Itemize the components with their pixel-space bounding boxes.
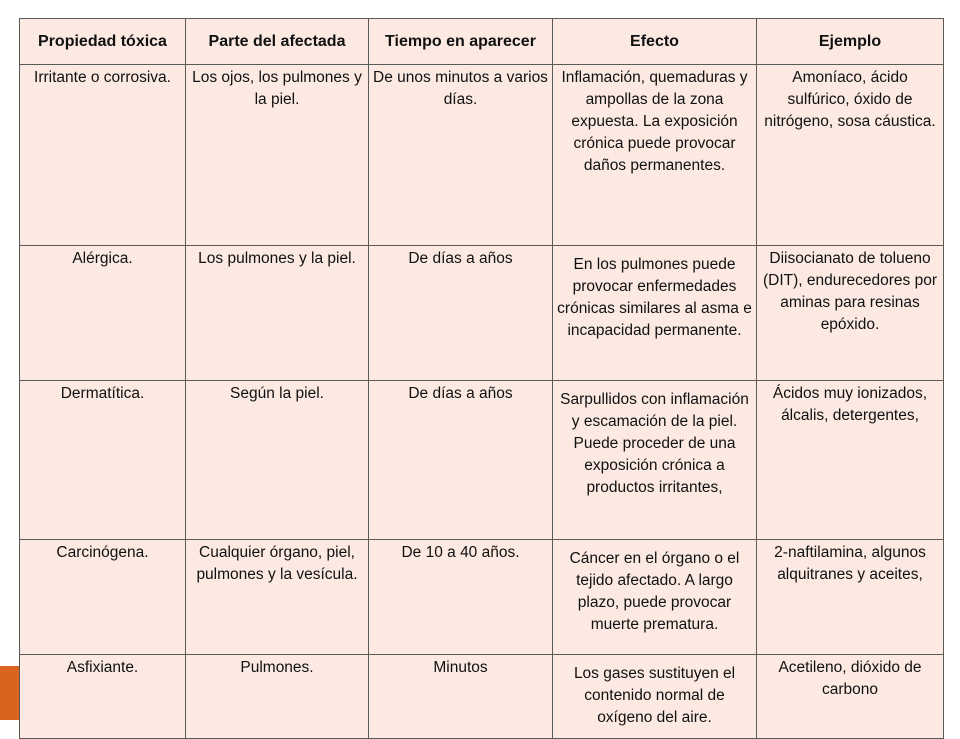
cell-tiempo: De días a años [369,381,553,540]
cell-efecto: Inflamación, quemaduras y ampollas de la zona expuesta. La exposición crónica puede provocar daños permanentes. [553,65,757,246]
cell-parte: Los pulmones y la piel. [186,246,369,381]
cell-parte: Los ojos, los pulmones y la piel. [186,65,369,246]
header-row [20,19,944,65]
cell-ejemplo: 2-naftilamina, algunos alquitranes y aceites, [757,540,944,655]
cell-tiempo: Minutos [369,655,553,739]
header-ejemplo: Ejemplo [757,19,944,65]
table-row [20,540,944,655]
cell-propiedad: Dermatítica. [20,381,186,540]
accent-bar [0,666,20,720]
header-parte: Parte del afectada [186,19,369,65]
header-efecto: Efecto [553,19,757,65]
toxic-properties-table [19,18,944,739]
toxic-properties-table-container [19,18,943,726]
table-row [20,65,944,246]
table-row [20,655,944,739]
cell-efecto: Los gases sustituyen el contenido normal de oxígeno del aire. [553,655,757,739]
header-propiedad: Propiedad tóxica [20,19,186,65]
cell-efecto: En los pulmones puede provocar enfermedades crónicas similares al asma e incapacidad permanente. [553,246,757,381]
cell-propiedad: Alérgica. [20,246,186,381]
cell-tiempo: De 10 a 40 años. [369,540,553,655]
table-row [20,246,944,381]
cell-parte: Según la piel. [186,381,369,540]
cell-efecto: Cáncer en el órgano o el tejido afectado. A largo plazo, puede provocar muerte prematura. [553,540,757,655]
cell-tiempo: De días a años [369,246,553,381]
cell-propiedad: Asfixiante. [20,655,186,739]
cell-ejemplo: Acetileno, dióxido de carbono [757,655,944,739]
cell-parte: Pulmones. [186,655,369,739]
cell-ejemplo: Ácidos muy ionizados, álcalis, detergentes, [757,381,944,540]
cell-ejemplo: Amoníaco, ácido sulfúrico, óxido de nitrógeno, sosa cáustica. [757,65,944,246]
cell-propiedad: Irritante o corrosiva. [20,65,186,246]
cell-efecto: Sarpullidos con inflamación y escamación de la piel. Puede proceder de una exposición crónica a productos irritantes, [553,381,757,540]
cell-ejemplo: Diisocianato de tolueno (DIT), endurecedores por aminas para resinas epóxido. [757,246,944,381]
cell-tiempo: De unos minutos a varios días. [369,65,553,246]
cell-parte: Cualquier órgano, piel, pulmones y la vesícula. [186,540,369,655]
cell-propiedad: Carcinógena. [20,540,186,655]
table-row [20,381,944,540]
header-tiempo: Tiempo en aparecer [369,19,553,65]
